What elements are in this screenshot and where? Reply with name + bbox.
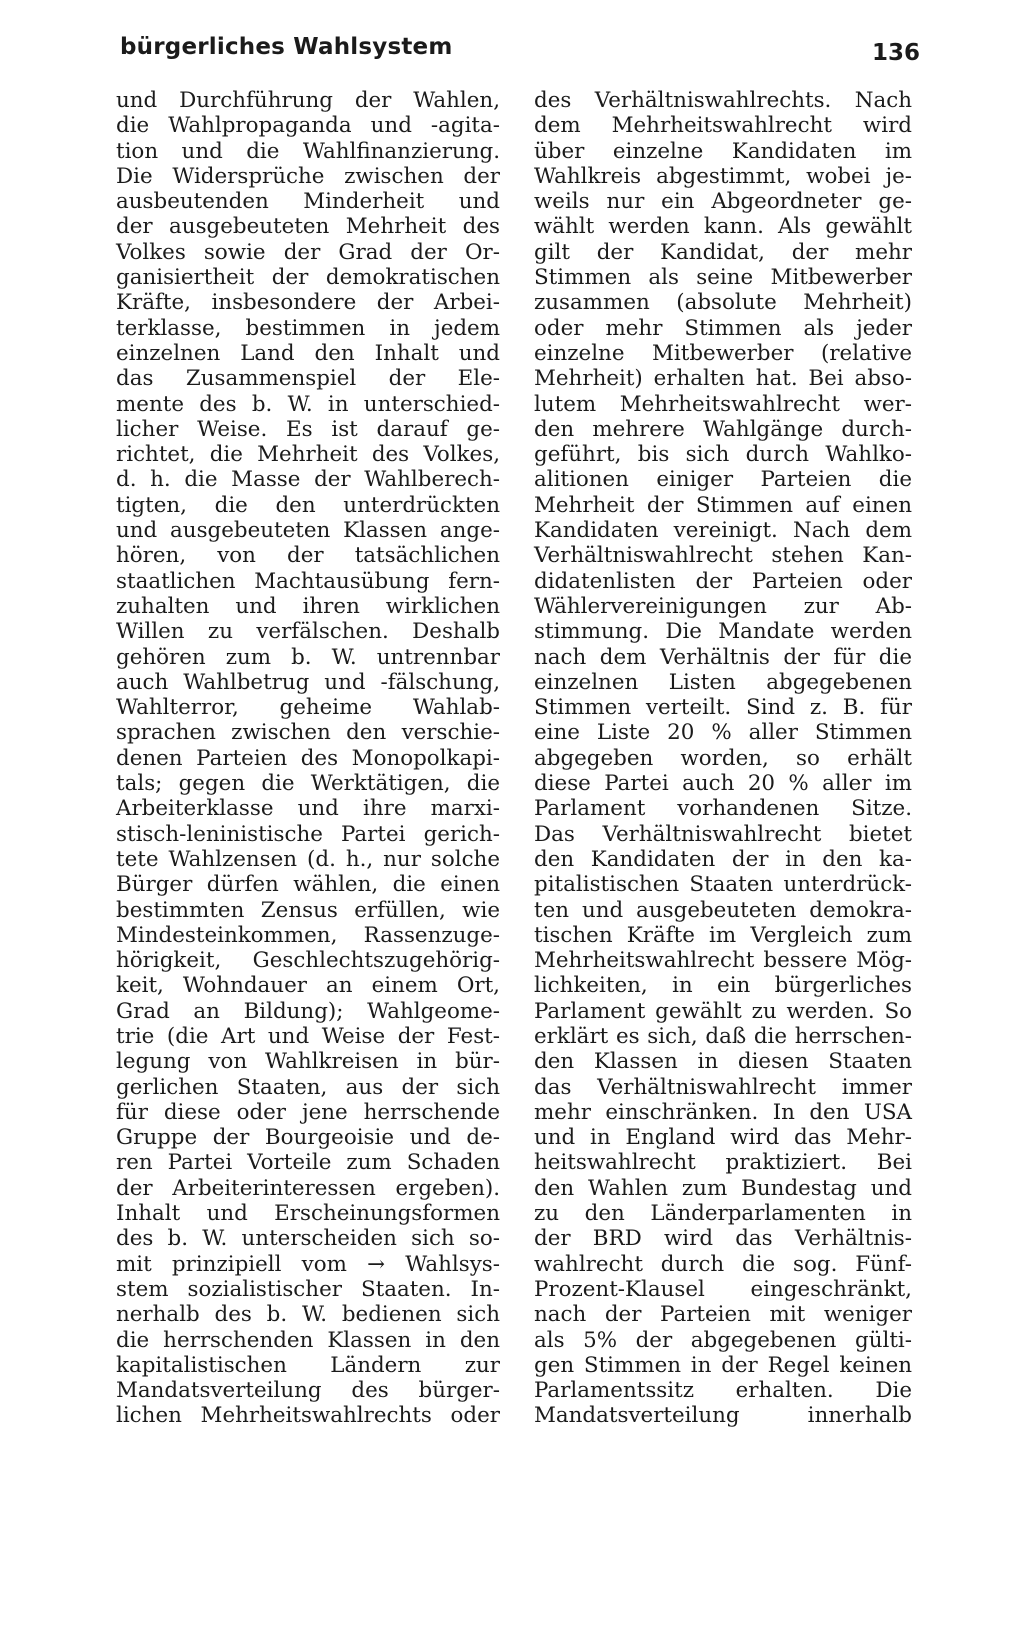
text-line: der ausgebeuteten Mehrheit des xyxy=(116,214,500,240)
text-line: zuhalten und ihren wirklichen xyxy=(116,593,500,619)
text-line: mente des b. W. in unterschied- xyxy=(116,391,500,417)
text-line: oder mehr Stimmen als jeder xyxy=(534,315,912,341)
text-line: diese Partei auch 20 % aller im xyxy=(534,771,912,797)
text-line: gen Stimmen in der Regel keinen xyxy=(534,1352,912,1378)
text-line: sprachen zwischen den verschie- xyxy=(116,720,500,746)
text-line: mehr einschränken. In den USA xyxy=(534,1099,912,1125)
text-line: für diese oder jene herrschende xyxy=(116,1099,500,1125)
text-line: Wählervereinigungen zur Ab- xyxy=(534,593,912,619)
text-line: stimmung. Die Mandate werden xyxy=(534,619,912,645)
text-line: Verhältniswahlrecht stehen Kan- xyxy=(534,543,912,569)
text-line: über einzelne Kandidaten im xyxy=(534,138,912,164)
text-line: tals; gegen die Werktätigen, die xyxy=(116,771,500,797)
text-line: Prozent-Klausel eingeschränkt, xyxy=(534,1276,912,1302)
text-line: Stimmen als seine Mitbewerber xyxy=(534,265,912,291)
text-line: und Durchführung der Wahlen, xyxy=(116,88,500,113)
text-line: Das Verhältniswahlrecht bietet xyxy=(534,821,912,847)
text-line: stisch-leninistische Partei gerich- xyxy=(116,821,500,847)
text-line: gehören zum b. W. untrennbar xyxy=(116,644,500,670)
text-line: keit, Wohndauer an einem Ort, xyxy=(116,973,500,999)
text-line: Die Widersprüche zwischen der xyxy=(116,163,500,189)
text-line: einzelnen Land den Inhalt und xyxy=(116,340,500,366)
text-line: Mehrheit der Stimmen auf einen xyxy=(534,492,912,518)
text-line: tete Wahlzensen (d. h., nur solche xyxy=(116,846,500,872)
text-column-right xyxy=(534,88,912,1429)
running-head: bürgerliches Wahlsystem xyxy=(120,34,453,60)
text-line: erklärt es sich, daß die herrschen- xyxy=(534,1023,912,1049)
text-line: lichkeiten, in ein bürgerliches xyxy=(534,973,912,999)
text-line: Bürger dürfen wählen, die einen xyxy=(116,872,500,898)
text-line: eine Liste 20 % aller Stimmen xyxy=(534,720,912,746)
text-line: des Verhältniswahlrechts. Nach xyxy=(534,88,912,113)
text-line: ganisiertheit der demokratischen xyxy=(116,265,500,291)
text-line: Mandatsverteilung innerhalb xyxy=(534,1403,912,1429)
text-line: denen Parteien des Monopolkapi- xyxy=(116,745,500,771)
text-line: des b. W. unterscheiden sich so- xyxy=(116,1226,500,1252)
text-line: wählt werden kann. Als gewählt xyxy=(534,214,912,240)
text-line: ausbeutenden Minderheit und xyxy=(116,189,500,215)
text-line: richtet, die Mehrheit des Volkes, xyxy=(116,442,500,468)
text-line: zu den Länderparlamenten in xyxy=(534,1201,912,1227)
text-line: heitswahlrecht praktiziert. Bei xyxy=(534,1150,912,1176)
text-line: einzelnen Listen abgegebenen xyxy=(534,669,912,695)
text-line: Parlament vorhandenen Sitze. xyxy=(534,796,912,822)
text-line: terklasse, bestimmen in jedem xyxy=(116,315,500,341)
text-column-left xyxy=(116,88,500,1429)
text-line: ten und ausgebeuteten demokra- xyxy=(534,897,912,923)
text-line: als 5% der abgegebenen gülti- xyxy=(534,1327,912,1353)
text-line: Mehrheitswahlrecht bessere Mög- xyxy=(534,948,912,974)
text-line: Grad an Bildung); Wahlgeome- xyxy=(116,998,500,1024)
text-line: bestimmten Zensus erfüllen, wie xyxy=(116,897,500,923)
text-line: tischen Kräfte im Vergleich zum xyxy=(534,922,912,948)
text-line: das Zusammenspiel der Ele- xyxy=(116,366,500,392)
text-line: den Klassen in diesen Staaten xyxy=(534,1049,912,1075)
text-line: pitalistischen Staaten unterdrück- xyxy=(534,872,912,898)
text-line: lutem Mehrheitswahlrecht wer- xyxy=(534,391,912,417)
text-line: Parlament gewählt zu werden. So xyxy=(534,998,912,1024)
text-line: Parlamentssitz erhalten. Die xyxy=(534,1378,912,1404)
text-line: Stimmen verteilt. Sind z. B. für xyxy=(534,695,912,721)
text-line: die Wahlpropaganda und -agita- xyxy=(116,113,500,139)
text-line: kapitalistischen Ländern zur xyxy=(116,1352,500,1378)
text-line: staatlichen Machtausübung fern- xyxy=(116,568,500,594)
text-line: tion und die Wahlfinanzierung. xyxy=(116,138,500,164)
text-line: tigten, die den unterdrückten xyxy=(116,492,500,518)
text-line: hörigkeit, Geschlechtszugehörig- xyxy=(116,948,500,974)
text-line: legung von Wahlkreisen in bür- xyxy=(116,1049,500,1075)
text-line: nerhalb des b. W. bedienen sich xyxy=(116,1302,500,1328)
page-number: 136 xyxy=(872,40,921,66)
text-line: nach dem Verhältnis der für die xyxy=(534,644,912,670)
text-line: Volkes sowie der Grad der Or- xyxy=(116,239,500,265)
text-line: trie (die Art und Weise der Fest- xyxy=(116,1023,500,1049)
text-line: den Wahlen zum Bundestag und xyxy=(534,1175,912,1201)
text-line: stem sozialistischer Staaten. In- xyxy=(116,1276,500,1302)
text-line: Arbeiterklasse und ihre marxi- xyxy=(116,796,500,822)
text-line: Mandatsverteilung des bürger- xyxy=(116,1378,500,1404)
text-line: ren Partei Vorteile zum Schaden xyxy=(116,1150,500,1176)
text-line: die herrschenden Klassen in den xyxy=(116,1327,500,1353)
text-line: zusammen (absolute Mehrheit) xyxy=(534,290,912,316)
text-line: didatenlisten der Parteien oder xyxy=(534,568,912,594)
text-line: dem Mehrheitswahlrecht wird xyxy=(534,113,912,139)
text-line: Wahlterror, geheime Wahlab- xyxy=(116,695,500,721)
text-line: lichen Mehrheitswahlrechts oder xyxy=(116,1403,500,1429)
text-line: geführt, bis sich durch Wahlko- xyxy=(534,442,912,468)
text-line: weils nur ein Abgeordneter ge- xyxy=(534,189,912,215)
text-line: wahlrecht durch die sog. Fünf- xyxy=(534,1251,912,1277)
text-line: Inhalt und Erscheinungsformen xyxy=(116,1201,500,1227)
text-line: abgegeben worden, so erhält xyxy=(534,745,912,771)
text-line: Mindesteinkommen, Rassenzuge- xyxy=(116,922,500,948)
text-line: Kandidaten vereinigt. Nach dem xyxy=(534,518,912,544)
text-line: licher Weise. Es ist darauf ge- xyxy=(116,416,500,442)
text-line: hören, von der tatsächlichen xyxy=(116,543,500,569)
text-line: den Kandidaten der in den ka- xyxy=(534,846,912,872)
text-line: und ausgebeuteten Klassen ange- xyxy=(116,518,500,544)
text-line: gerlichen Staaten, aus der sich xyxy=(116,1074,500,1100)
text-line: gilt der Kandidat, der mehr xyxy=(534,239,912,265)
text-line: das Verhältniswahlrecht immer xyxy=(534,1074,912,1100)
text-line: nach der Parteien mit weniger xyxy=(534,1302,912,1328)
text-line: mit prinzipiell vom → Wahlsys- xyxy=(116,1251,500,1277)
text-line: einzelne Mitbewerber (relative xyxy=(534,340,912,366)
text-line: Willen zu verfälschen. Deshalb xyxy=(116,619,500,645)
text-line: der BRD wird das Verhältnis- xyxy=(534,1226,912,1252)
text-line: und in England wird das Mehr- xyxy=(534,1125,912,1151)
text-line: auch Wahlbetrug und -fälschung, xyxy=(116,669,500,695)
text-line: Gruppe der Bourgeoisie und de- xyxy=(116,1125,500,1151)
text-line: den mehrere Wahlgänge durch- xyxy=(534,416,912,442)
text-line: Wahlkreis abgestimmt, wobei je- xyxy=(534,163,912,189)
text-line: alitionen einiger Parteien die xyxy=(534,467,912,493)
text-line: d. h. die Masse der Wahlberech- xyxy=(116,467,500,493)
text-line: Kräfte, insbesondere der Arbei- xyxy=(116,290,500,316)
text-line: Mehrheit) erhalten hat. Bei abso- xyxy=(534,366,912,392)
text-line: der Arbeiterinteressen ergeben). xyxy=(116,1175,500,1201)
